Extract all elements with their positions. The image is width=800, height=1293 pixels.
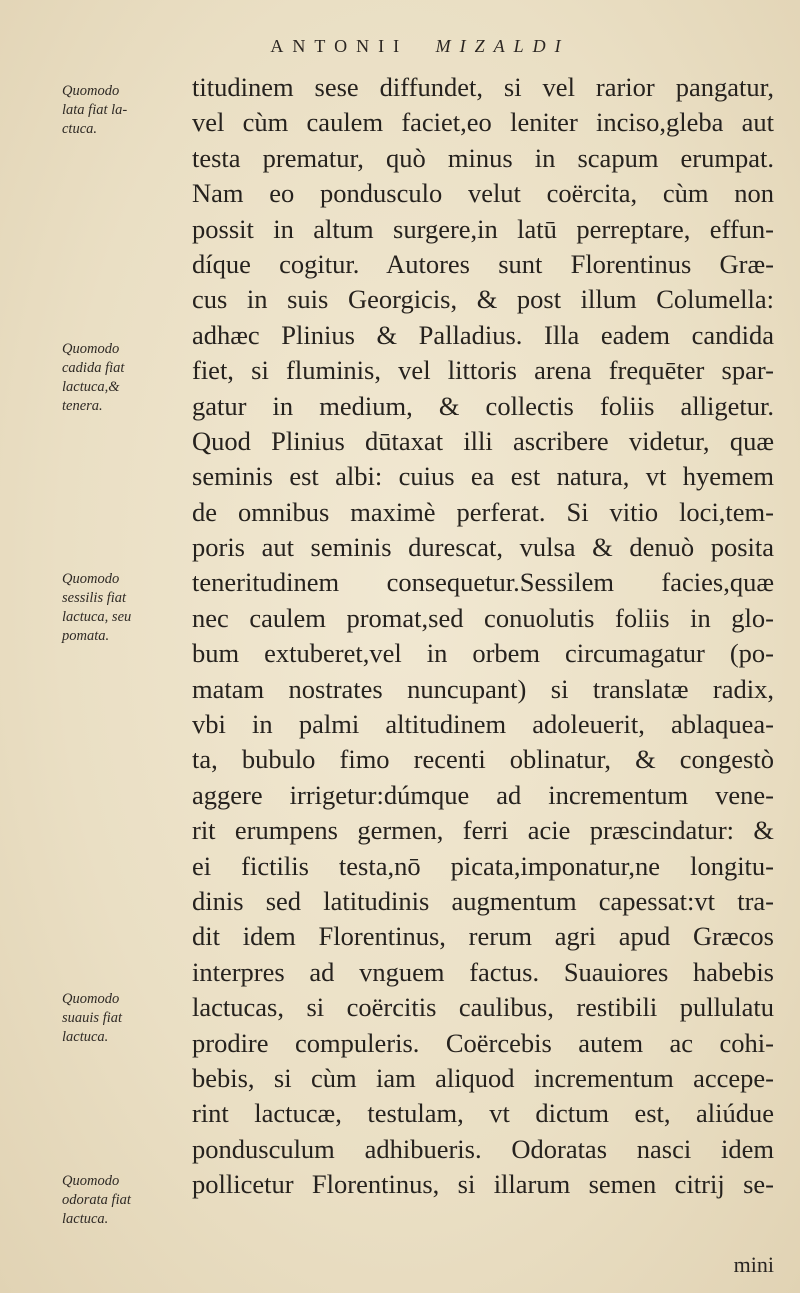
text-line: bebis, si cùm iam aliquod incrementum accepe- (192, 1062, 774, 1093)
margin-note-odorata (62, 1172, 174, 1229)
catchword: mini (733, 1252, 774, 1277)
running-head (0, 36, 800, 57)
margin-note-line: lactuca,& (62, 379, 120, 395)
text-line: matam nostrates nuncupant) si translatæ radix, (192, 673, 774, 704)
margin-note-line: odorata fiat (62, 1192, 131, 1208)
margin-note-line: suauis fiat (62, 1010, 123, 1026)
text-line: pondusculum adhibueris. Odoratas nasci idem (192, 1133, 774, 1164)
text-line: gatur in medium, & collectis foliis alligetur. (192, 390, 774, 421)
margin-note-line: lata fiat la- (62, 102, 128, 118)
margin-note-line: ctuca. (62, 121, 98, 137)
text-line: lactucas, si coërcitis caulibus, restibili pullulatu (192, 992, 774, 1023)
text-line: titudinem sese diffundet, si vel rarior pangatur, (192, 72, 774, 102)
text-line: rit erumpens germen, ferri acie præscindatur: & (192, 815, 774, 846)
text-line: interpres ad vnguem factus. Suauiores habebis (192, 956, 774, 987)
margin-note-line: Quomodo (62, 991, 120, 1007)
body-text (192, 70, 774, 1203)
margin-note-line: Quomodo (62, 83, 120, 99)
text-line: rint lactucæ, testulam, vt dictum est, aliúdue (192, 1098, 774, 1129)
running-head-author-second: MIZALDI (435, 36, 570, 56)
margin-note-candida (62, 340, 174, 416)
text-line: aggere irrigetur:dúmque ad incrementum vene- (192, 779, 774, 810)
text-line: nec caulem promat,sed conuolutis foliis in glo- (192, 602, 774, 633)
text-line: seminis est albi: cuius ea est natura, vt hyemem (192, 461, 774, 492)
text-line: dit idem Florentinus, rerum agri apud Græcos (192, 921, 774, 952)
margin-note-line: sessilis fiat (62, 590, 127, 606)
text-line: poris aut seminis durescat, vulsa & denuò posita (192, 532, 774, 563)
margin-note-line: lactuca, seu (62, 609, 132, 625)
running-head-author-first: ANTONII (270, 36, 409, 56)
text-line: ei fictilis testa,nō picata,imponatur,ne longitu- (192, 850, 774, 881)
margin-note-line: cadida fiat (62, 360, 125, 376)
text-line: pollicetur Florentinus, si illarum semen citrij se- (192, 1169, 774, 1200)
text-line: cus in suis Georgicis, & post illum Columella: (192, 284, 774, 315)
margin-note-sessilis (62, 570, 174, 646)
text-line: Nam eo pondusculo velut coërcita, cùm non (192, 178, 774, 209)
margin-note-line: Quomodo (62, 1173, 120, 1189)
margin-note-lata (62, 82, 174, 139)
text-line: dinis sed latitudinis augmentum capessat:vt tra- (192, 885, 774, 916)
text-line: fiet, si fluminis, vel littoris arena frequēter spar- (192, 355, 774, 386)
margin-note-line: pomata. (62, 628, 110, 644)
text-line: adhæc Plinius & Palladius. Illa eadem candida (192, 319, 774, 350)
text-line: possit in altum surgere,in latū perreptare, effun- (192, 213, 774, 244)
margin-note-line: lactuca. (62, 1211, 109, 1227)
text-line: prodire compuleris. Coërcebis autem ac cohi- (192, 1027, 774, 1058)
margin-note-line: Quomodo (62, 571, 120, 587)
margin-note-line: lactuca. (62, 1029, 109, 1045)
text-line: teneritudinem consequetur.Sessilem facies,quæ (192, 567, 774, 598)
text-line: vel cùm caulem faciet,eo leniter inciso,gleba aut (192, 107, 774, 138)
margin-note-line: Quomodo (62, 341, 120, 357)
margin-note-line: tenera. (62, 398, 103, 414)
text-line: ta, bubulo fimo recenti oblinatur, & congestò (192, 744, 774, 775)
text-line: díque cogitur. Autores sunt Florentinus Græ- (192, 248, 774, 279)
text-line: Quod Plinius dūtaxat illi ascribere videtur, quæ (192, 425, 774, 456)
text-line: de omnibus maximè perferat. Si vitio loci,tem- (192, 496, 774, 527)
text-line: testa prematur, quò minus in scapum erumpat. (192, 142, 774, 173)
text-line: vbi in palmi altitudinem adoleuerit, ablaquea- (192, 709, 774, 740)
margin-note-suauis (62, 990, 174, 1047)
text-line: bum extuberet,vel in orbem circumagatur (po- (192, 638, 774, 669)
